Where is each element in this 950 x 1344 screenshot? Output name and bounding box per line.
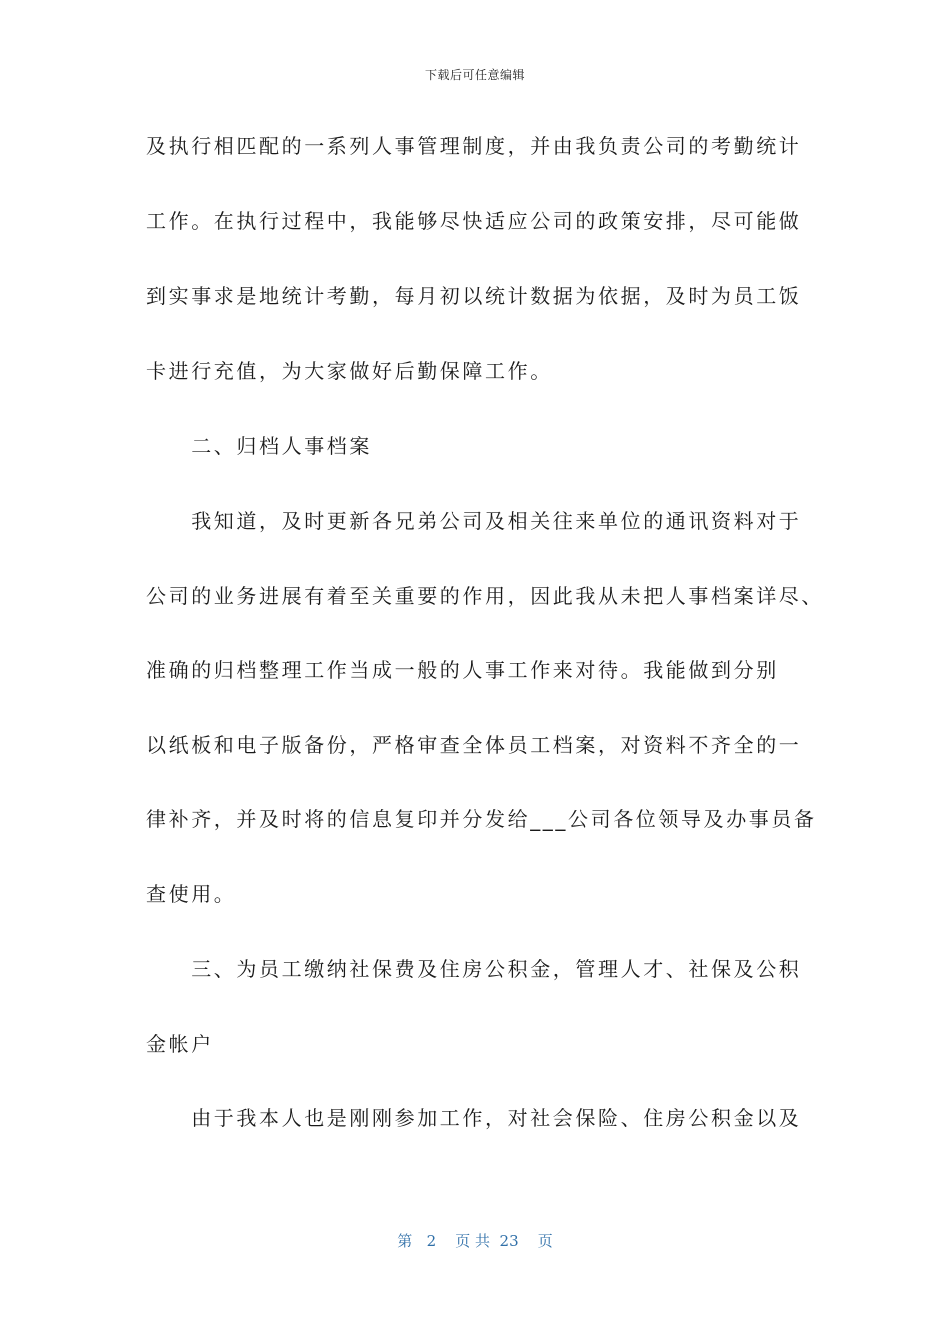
body-line: 查使用。	[146, 882, 237, 906]
body-line: 公司的业务进展有着至关重要的作用，因此我从未把人事档案详尽、	[146, 584, 824, 608]
body-line: 由于我本人也是刚刚参加工作，对社会保险、住房公积金以及	[146, 1106, 802, 1130]
body-line: 我知道，及时更新各兄弟公司及相关往来单位的通讯资料对于	[146, 509, 802, 533]
section-heading: 金帐户	[146, 1032, 214, 1056]
body-line: 及执行相匹配的一系列人事管理制度，并由我负责公司的考勤统计	[146, 134, 802, 158]
body-line: 工作。在执行过程中，我能够尽快适应公司的政策安排，尽可能做	[146, 209, 802, 233]
page-label-prefix: 第	[397, 1232, 413, 1250]
body-line: 卡进行充值，为大家做好后勤保障工作。	[146, 359, 553, 383]
page-header: 下载后可任意编辑	[424, 68, 525, 82]
body-line: 到实事求是地统计考勤，每月初以统计数据为依据，及时为员工饭	[146, 284, 802, 308]
body-line: 以纸板和电子版备份，严格审查全体员工档案，对资料不齐全的一	[146, 733, 802, 757]
page-label-suffix: 页	[537, 1232, 553, 1250]
page-footer	[0, 1230, 950, 1251]
body-line: 律补齐，并及时将的信息复印并分发给___公司各位领导及办事员备	[146, 807, 817, 831]
total-pages-number: 23	[499, 1232, 519, 1250]
section-heading: 三、为员工缴纳社保费及住房公积金，管理人才、社保及公积	[146, 957, 802, 981]
current-page-number: 2	[426, 1232, 437, 1250]
page-label-mid: 页 共	[455, 1232, 490, 1250]
body-line: 准确的归档整理工作当成一般的人事工作来对待。我能做到分别	[146, 658, 779, 682]
section-heading: 二、归档人事档案	[146, 434, 372, 458]
